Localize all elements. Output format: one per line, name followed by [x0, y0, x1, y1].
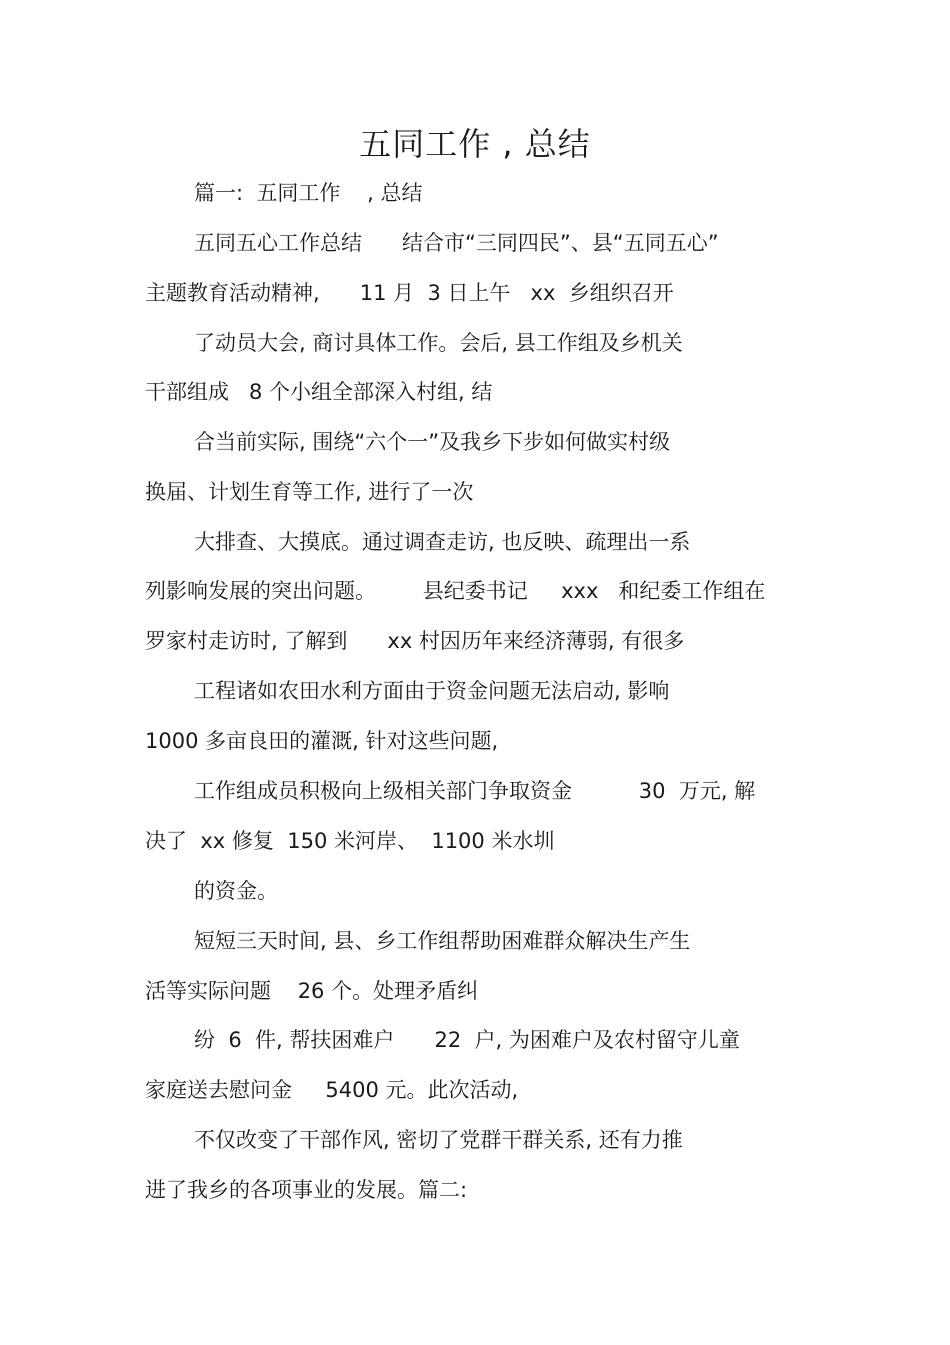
- text-line: 不仅改变了干部作风, 密切了党群干群关系, 还有力推: [194, 1128, 683, 1152]
- text-line: 工程诸如农田水利方面由于资金问题无法启动, 影响: [194, 679, 670, 703]
- text-line: 纷 6 件, 帮扶困难户 22 户, 为困难户及农村留守儿童: [194, 1028, 740, 1052]
- text-line: 换届、计划生育等工作, 进行了一次: [145, 480, 474, 504]
- text-line: 工作组成员积极向上级相关部门争取资金 30 万元, 解: [194, 779, 756, 803]
- text-line: 家庭送去慰问金 5400 元。此次活动,: [145, 1078, 519, 1102]
- text-line: 罗家村走访时, 了解到 xx 村因历年来经济薄弱, 有很多: [145, 629, 685, 653]
- text-line: 进了我乡的各项事业的发展。篇二:: [145, 1178, 468, 1202]
- text-line: 短短三天时间, 县、乡工作组帮助困难群众解决生产生: [194, 929, 691, 953]
- text-line: 了动员大会, 商讨具体工作。会后, 县工作组及乡机关: [194, 331, 683, 355]
- text-line: 1000 多亩良田的灌溉, 针对这些问题,: [145, 729, 499, 753]
- text-line: 的资金。: [194, 879, 278, 903]
- text-line: 篇一: 五同工作 , 总结: [194, 181, 423, 205]
- text-line: 主题教育活动精神, 11 月 3 日上午 xx 乡组织召开: [145, 281, 674, 305]
- text-line: 活等实际问题 26 个。处理矛盾纠: [145, 979, 479, 1003]
- text-line: 干部组成 8 个小组全部深入村组, 结: [145, 380, 493, 404]
- text-line: 五同五心工作总结 结合市“三同四民”、县“五同五心”: [194, 231, 719, 255]
- text-line: 合当前实际, 围绕“六个一”及我乡下步如何做实村级: [194, 430, 671, 454]
- text-line: 大排查、大摸底。通过调查走访, 也反映、疏理出一系: [194, 530, 691, 554]
- document-title: 五同工作 , 总结: [359, 125, 591, 163]
- text-line: 列影响发展的突出问题。 县纪委书记 xxx 和纪委工作组在: [145, 579, 766, 603]
- text-line: 决了 xx 修复 150 米河岸、 1100 米水圳: [145, 829, 555, 853]
